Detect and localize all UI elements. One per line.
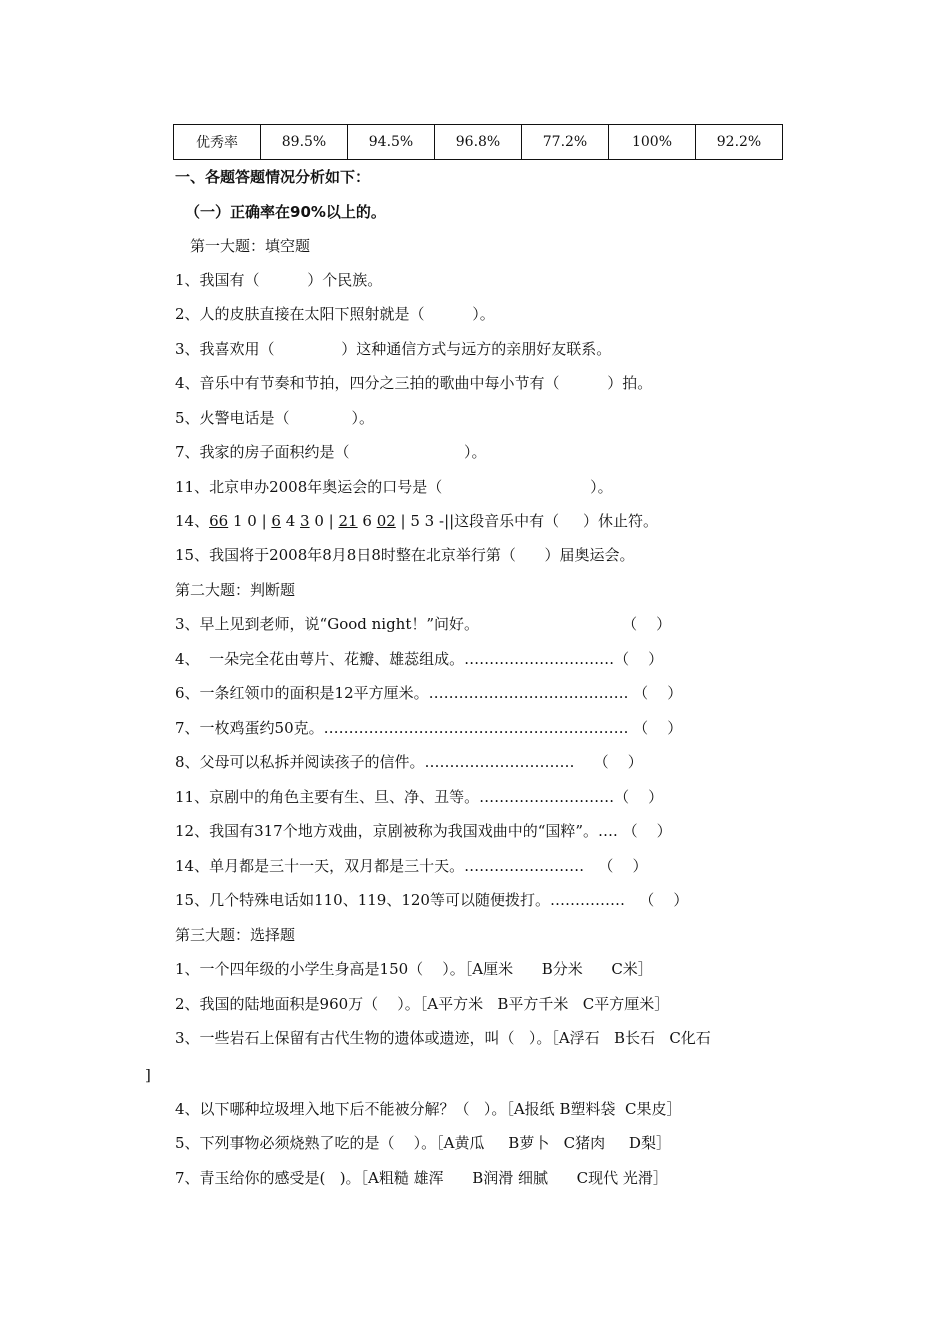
question-item: 11、北京申办2008年奥运会的口号是（ ）。 [175, 478, 613, 496]
section-title-fill-blank: 第一大题：填空题 [190, 237, 311, 255]
question-item: 15、几个特殊电话如110、119、120等可以随便拨打。…………… （ ） [175, 891, 689, 909]
question-item: 4、 一朵完全花由萼片、花瓣、雄蕊组成。…………………………（ ） [175, 650, 664, 668]
rate-cell: 89.5% [261, 125, 348, 160]
note-text: 0 | [309, 512, 339, 530]
question-item: 14、单月都是三十一天，双月都是三十天。…………………… （ ） [175, 857, 648, 875]
section-title-choice: 第三大题：选择题 [175, 926, 296, 944]
note-text: | 5 3 -||这段音乐中有（ ）休止符。 [395, 512, 659, 530]
rate-cell: 96.8% [435, 125, 522, 160]
note-underlined: 3 [300, 512, 310, 530]
row-label: 优秀率 [174, 125, 261, 160]
item-number: 14、 [175, 512, 210, 530]
question-item: 4、以下哪种垃圾埋入地下后不能被分解？（ ）。［A报纸 B塑料袋 C果皮］ [175, 1100, 682, 1118]
note-underlined: 6 [271, 512, 281, 530]
question-item: 3、我喜欢用（ ）这种通信方式与远方的亲朋好友联系。 [175, 340, 612, 358]
note-underlined: 66 [209, 512, 229, 530]
question-item: 1、一个四年级的小学生身高是150（ ）。［A厘米 B分米 C米］ [175, 960, 653, 978]
question-item: 15、我国将于2008年8月8日8时整在北京举行第（ ）届奥运会。 [175, 546, 635, 564]
question-item: 1、我国有（ ）个民族。 [175, 271, 383, 289]
question-item: 7、一枚鸡蛋约50克。……………………………………………………. （ ） [175, 719, 683, 737]
subheading: （一）正确率在90%以上的。 [185, 203, 386, 221]
question-item: 4、音乐中有节奏和节拍，四分之三拍的歌曲中每小节有（ ）拍。 [175, 374, 653, 392]
note-underlined: 02 [376, 512, 396, 530]
note-underlined: 21 [338, 512, 358, 530]
note-text: 6 [357, 512, 377, 530]
analysis-heading: 一、各题答题情况分析如下： [175, 168, 371, 186]
question-item: 5、下列事物必须烧熟了吃的是（ ）。［A黄瓜 B萝卜 C猪肉 D梨］ [175, 1134, 671, 1152]
note-text: 4 [280, 512, 301, 530]
section-title-judge: 第二大题：判断题 [175, 581, 296, 599]
question-item: 11、京剧中的角色主要有生、旦、净、丑等。………………………（ ） [175, 788, 664, 806]
question-item: 3、一些岩石上保留有古代生物的遗体或遗迹，叫（ ）。［A浮石 B长石 C化石 [175, 1029, 711, 1047]
rate-cell: 92.2% [696, 125, 783, 160]
rate-cell: 94.5% [348, 125, 435, 160]
question-item: 5、火警电话是（ ）。 [175, 409, 375, 427]
table-row [174, 125, 783, 160]
question-item: 6、一条红领巾的面积是12平方厘米。…………………………………. （ ） [175, 684, 683, 702]
question-item: 8、父母可以私拆并阅读孩子的信件。………………………… （ ） [175, 753, 643, 771]
question-item: 7、我家的房子面积约是（ ）。 [175, 443, 487, 461]
excellence-rate-table [173, 124, 783, 160]
wrapped-bracket: ] [145, 1066, 151, 1084]
rate-cell: 77.2% [522, 125, 609, 160]
question-item: 3、早上见到老师，说“Good night！”问好。 （ ） [175, 615, 672, 633]
question-item: 2、人的皮肤直接在太阳下照射就是（ ）。 [175, 305, 495, 323]
note-text: 1 0 | [228, 512, 272, 530]
question-item: 2、我国的陆地面积是960万（ ）。［A平方米 B平方千米 C平方厘米］ [175, 995, 670, 1013]
rate-cell: 100% [609, 125, 696, 160]
question-item-music-notation [175, 511, 658, 531]
question-item: 12、我国有317个地方戏曲，京剧被称为我国戏曲中的“国粹”。…. （ ） [175, 822, 672, 840]
question-item: 7、青玉给你的感受是( )。［A粗糙 雄浑 B润滑 细腻 C现代 光滑］ [175, 1169, 668, 1187]
